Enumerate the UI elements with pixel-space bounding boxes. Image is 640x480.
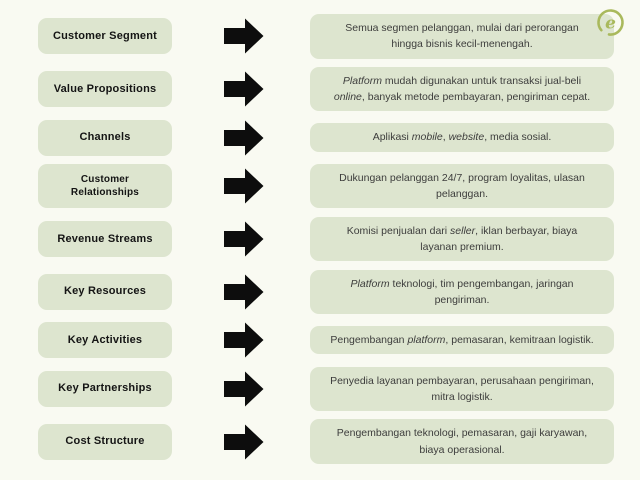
diagram-row — [0, 120, 640, 156]
segment-label: Value Propositions — [53, 82, 157, 95]
segment-label-box — [38, 120, 172, 156]
segment-description-box — [310, 67, 614, 112]
diagram-row — [0, 322, 640, 358]
svg-text:e: e — [605, 13, 616, 34]
diagram-row — [0, 419, 640, 464]
segment-label-box — [38, 371, 172, 407]
segment-description: Pengembangan platform, pemasaran, kemitraan logistik. — [330, 334, 594, 347]
segment-description-box — [310, 270, 614, 315]
segment-label: Revenue Streams — [57, 232, 153, 245]
segment-description: Penyedia layanan pembayaran, perusahaan pengiriman, mitra logistik. — [330, 374, 594, 403]
segment-description: Platform teknologi, tim pengembangan, jaringan pengiriman. — [350, 277, 574, 306]
segment-label-box — [38, 424, 172, 460]
segment-description-box — [310, 14, 614, 59]
segment-description: Semua segmen pelanggan, mulai dari perorangan hingga bisnis kecil-menengah. — [345, 22, 579, 51]
segment-description: Pengembangan teknologi, pemasaran, gaji karyawan, biaya operasional. — [336, 427, 588, 456]
segment-label-box — [38, 71, 172, 107]
segment-label: Key Partnerships — [58, 382, 152, 395]
segment-label-box — [38, 274, 172, 310]
right-arrow-icon — [224, 221, 264, 257]
segment-description-box — [310, 367, 614, 412]
right-arrow-icon — [224, 322, 264, 358]
segment-label: Cost Structure — [65, 435, 145, 448]
right-arrow-icon — [224, 371, 264, 407]
segment-label-box — [38, 18, 172, 54]
diagram-row — [0, 67, 640, 112]
segment-description-box — [310, 217, 614, 262]
diagram-row — [0, 14, 640, 59]
brand-e-logo-icon — [595, 7, 626, 38]
diagram-row — [0, 270, 640, 315]
diagram-row — [0, 217, 640, 262]
segment-label-box — [38, 221, 172, 257]
segment-label: Customer Segment — [52, 29, 158, 42]
segment-label-box — [38, 322, 172, 358]
segment-description-box — [310, 326, 614, 354]
segment-label: Customer Relationships — [70, 173, 140, 199]
segment-label: Key Resources — [63, 285, 147, 298]
segment-label: Key Activities — [67, 333, 143, 346]
segment-label: Channels — [79, 131, 131, 144]
right-arrow-icon — [224, 274, 264, 310]
segment-description: Komisi penjualan dari seller, iklan berbayar, biaya layanan premium. — [346, 224, 578, 253]
segment-description-box — [310, 419, 614, 464]
right-arrow-icon — [224, 18, 264, 54]
right-arrow-icon — [224, 168, 264, 204]
right-arrow-icon — [224, 120, 264, 156]
segment-description-box — [310, 164, 614, 209]
segment-description-box — [310, 123, 614, 151]
segment-description: Aplikasi mobile, website, media sosial. — [372, 131, 552, 144]
right-arrow-icon — [224, 71, 264, 107]
diagram-row — [0, 367, 640, 412]
segment-description: Platform mudah digunakan untuk transaksi jual-beli online, banyak metode pembayaran, pengiriman cepat. — [333, 74, 591, 104]
segment-label-box — [38, 164, 172, 208]
right-arrow-icon — [224, 424, 264, 460]
segment-description: Dukungan pelanggan 24/7, program loyalitas, ulasan pelanggan. — [339, 171, 585, 201]
diagram-row — [0, 164, 640, 209]
